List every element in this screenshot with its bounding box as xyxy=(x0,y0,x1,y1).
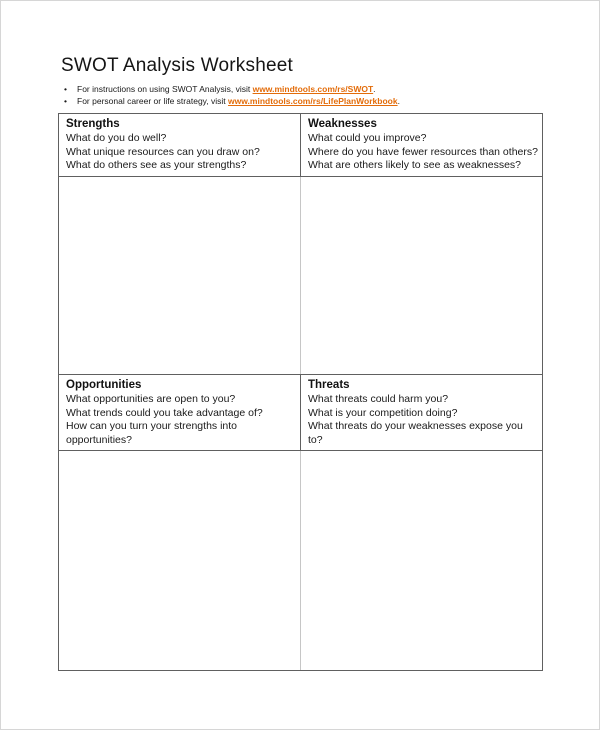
weaknesses-heading: Weaknesses xyxy=(308,118,377,130)
instruction-suffix: . xyxy=(373,84,376,94)
instruction-item xyxy=(64,96,400,108)
strengths-header-cell xyxy=(59,114,301,177)
strengths-question: What do you do well? xyxy=(66,132,167,144)
instructions-list xyxy=(64,84,400,107)
opportunities-question: How can you turn your strengths into opportunities? xyxy=(66,420,238,446)
swot-instructions-link[interactable]: www.mindtools.com/rs/SWOT xyxy=(252,84,374,94)
threats-question: What threats do your weaknesses expose you to? xyxy=(308,420,523,446)
threats-header-cell xyxy=(301,375,542,451)
weaknesses-question: What could you improve? xyxy=(308,132,427,144)
strengths-input-area[interactable] xyxy=(59,177,301,375)
strengths-quadrant xyxy=(59,114,301,374)
swot-table xyxy=(58,113,543,671)
instruction-text: For instructions on using SWOT Analysis, visit xyxy=(77,84,253,94)
instruction-suffix: . xyxy=(397,95,400,106)
lifeplan-workbook-link[interactable]: www.mindtools.com/rs/LifePlanWorkbook xyxy=(228,95,398,106)
opportunities-header-cell xyxy=(59,375,301,451)
strengths-question: What unique resources can you draw on? xyxy=(66,145,260,158)
opportunities-input-area[interactable] xyxy=(59,451,301,670)
bullet-icon xyxy=(64,96,67,108)
instruction-text: For personal career or life strategy, visit xyxy=(77,95,229,106)
weaknesses-question: What are others likely to see as weaknesses? xyxy=(308,159,522,171)
swot-left-column xyxy=(59,114,301,670)
opportunities-heading: Opportunities xyxy=(66,379,142,391)
weaknesses-quadrant xyxy=(301,114,542,374)
threats-question: What threats could harm you? xyxy=(308,393,449,405)
page-title: SWOT Analysis Worksheet xyxy=(61,55,293,76)
threats-question: What is your competition doing? xyxy=(308,406,458,419)
opportunities-question: What trends could you take advantage of? xyxy=(66,406,263,419)
bullet-icon xyxy=(64,84,67,96)
swot-right-column xyxy=(301,114,542,670)
threats-heading: Threats xyxy=(308,379,350,391)
weaknesses-input-area[interactable] xyxy=(301,177,542,375)
strengths-question: What do others see as your strengths? xyxy=(66,159,247,171)
strengths-heading: Strengths xyxy=(66,118,120,130)
opportunities-question: What opportunities are open to you? xyxy=(66,393,236,405)
weaknesses-header-cell xyxy=(301,114,542,177)
weaknesses-question: Where do you have fewer resources than others? xyxy=(308,145,538,158)
threats-quadrant xyxy=(301,374,542,670)
instruction-item xyxy=(64,84,400,96)
threats-input-area[interactable] xyxy=(301,451,542,670)
opportunities-quadrant xyxy=(59,374,301,670)
